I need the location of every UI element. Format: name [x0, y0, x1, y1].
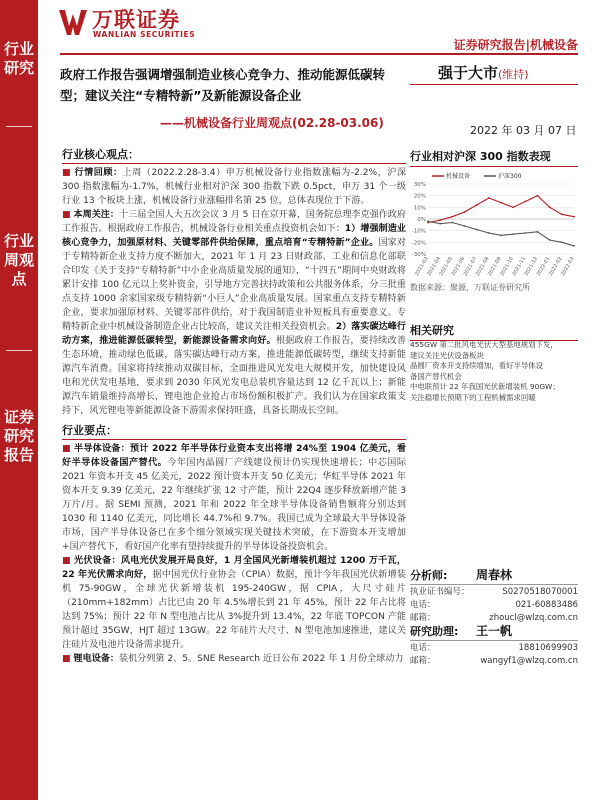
email-link[interactable]: wangyf1@wlzq.com.cn — [480, 656, 578, 666]
cert-number: S0270518070001 — [502, 587, 578, 597]
paragraph-bold-text: 1）增强制造业核心竞争力，加强原材料、关键零部件供给保障，重点培育“专精特新”企业。 — [62, 224, 406, 248]
phone-label: 电话： — [410, 643, 436, 653]
data-point — [451, 216, 453, 218]
paragraph-text: 装机分列第 2、5。SNE Research 近日公布 2022 年 1 月份全球动力 — [118, 654, 404, 664]
paragraph-market-review — [62, 166, 406, 208]
data-point — [488, 197, 490, 199]
data-point — [476, 229, 478, 231]
related-item[interactable]: 建议关注光伏设备板块 — [410, 350, 484, 360]
assistant-card — [410, 622, 578, 668]
related-item[interactable]: 晶圆厂资本开支持续增加，看好半导体设 — [410, 361, 544, 370]
phone-number: 18810699903 — [518, 643, 578, 653]
x-tick-label: 2021-03 — [414, 256, 430, 278]
paragraph-text: 据中国光伏行业协会（CPIA）数据，预计今年我国光伏新增装机 75-90GW，全球光伏新增装机 195-240GW，据 CPIA，大尺寸硅片（210mm+182mm）占比已由 20 年 4.5%增长到 21 年 45%，预计 22 年占比将达到 75%；预计 22 年 N 型电池占比从 3%提升到 13.4%，22 年底 TOPCON 产能预计超过 35GW，HJT 超过 13GW。22 年硅片大尺寸、N 型电池加速推进，建议关注硅片及电池片设备需求提升。 — [62, 570, 406, 650]
relative-performance-chart — [410, 170, 578, 280]
x-tick-label: 2021-07 — [462, 256, 479, 278]
y-tick-label: -10% — [411, 228, 426, 235]
paragraph-label: 行情回顾： — [74, 168, 123, 178]
chart-source: 数据来源：聚源，万联证券研究所 — [410, 283, 530, 292]
paragraph-text: 上周（2022.2.28-3.4）申万机械设备行业指数涨幅为-2.2%，沪深 300 指数涨幅为-1.7%，机械行业相对沪深 300 指数下跌 0.5pct，申万 31 个一级行业 13 个板块上涨，机械设备行业涨幅排名第 25 位，总体表现位于下游。 — [62, 168, 406, 206]
paragraph-text: 十三届全国人大五次会议 3 月 5 日在京开幕，国务院总理李克强作政府工作报告。根据政府工作报告，机械设备行业相关重点投资机会如下： — [62, 210, 406, 234]
assistant-label: 研究助理: — [410, 625, 459, 638]
paragraph-bold-text: 风电光伏发展开局良好，1 月全国风光新增装机超过 1200 万千瓦，22 年光伏需求向好， — [62, 556, 406, 580]
x-tick-label: 2021-10 — [499, 256, 515, 278]
x-tick-label: 2021-11 — [511, 256, 528, 278]
data-point — [488, 232, 490, 234]
data-point — [500, 202, 502, 204]
paragraph-label: 光伏设备： — [74, 556, 121, 566]
bullet-square-icon: ■ — [62, 168, 72, 178]
rating-divider — [410, 84, 578, 85]
analyst-phone-row — [410, 599, 578, 612]
data-point — [573, 216, 575, 218]
assistant-phone-row — [410, 642, 578, 655]
data-point — [537, 231, 539, 233]
paragraph-bold-text: 预计 2022 年半导体行业资本支出将增 24%至 1904 亿美元，看好半导体设备国产替代。 — [62, 444, 407, 468]
x-tick-label: 2021-05 — [438, 256, 455, 278]
data-point — [524, 201, 526, 203]
paragraph-text: 根据政府工作报告，要持续改善生态环境，推动绿色低碳，落实碳达峰行动方案，推进能源低碳转型，继续支持新能源汽车消费。国家将持续推动双碳目标，全面推进风光发电大规模开发，加快建设风电和光伏发电基地，要求到 2030 年风光发电总装机容量达到 12 亿千瓦以上；新能源汽车销量维持高增长，锂电池企业抢占市场份额积极扩产。我们认为在国家政策支持下，风光锂电等新能源设备下游需求保持旺盛，具备长期成长空间。 — [62, 336, 406, 416]
rating-value: 强于大市 — [438, 64, 499, 82]
x-tick-label: 2021-04 — [426, 256, 442, 278]
report-category: 证券研究报告|机械设备 — [453, 38, 578, 52]
paragraph-bold-text: 2）落实碳达峰行动方案，推进能源低碳转型，新能源设备需求向好。 — [62, 322, 406, 346]
main-text-column — [62, 146, 406, 666]
data-point — [524, 232, 526, 234]
wanlian-logo-icon — [58, 8, 88, 36]
section-heading-core-view: 行业核心观点： — [62, 146, 406, 164]
bullet-square-icon: ■ — [62, 556, 71, 566]
data-point — [500, 234, 502, 236]
analyst-header — [410, 566, 578, 585]
y-tick-label: -20% — [411, 240, 426, 247]
paragraph-label: 半导体设备： — [73, 444, 130, 454]
data-point — [549, 239, 551, 241]
y-tick-label: 30% — [413, 182, 426, 188]
y-tick-label: 0% — [417, 217, 426, 223]
y-tick-label: -30% — [411, 252, 426, 258]
legend-label: 沪深300 — [498, 173, 522, 180]
data-point — [451, 222, 453, 224]
data-point — [439, 223, 441, 225]
legend-label: 机械设备 — [446, 173, 471, 180]
sidebar-separator — [6, 350, 32, 351]
report-title: 政府工作报告强调增强制造业核心竞争力、推动能源低碳转型；建议关注“专精特新”及新能源设备企业 — [60, 67, 386, 103]
x-tick-label: 2021-09 — [487, 256, 503, 278]
chart-title: 行业相对沪深 300 指数表现 — [410, 148, 578, 167]
section-heading-key-points: 行业要点： — [62, 422, 406, 440]
bullet-square-icon: ■ — [62, 444, 71, 454]
x-tick-label: 2022-01 — [535, 256, 552, 278]
analyst-cert-row — [410, 586, 578, 599]
report-subtitle: ——机械设备行业周观点(02.28-03.06) — [160, 116, 384, 130]
data-point — [561, 241, 563, 243]
industry-rating — [438, 62, 529, 83]
paragraph-label: 锂电设备： — [73, 654, 119, 664]
related-item[interactable]: 中电联预计 22 年我国光伏新增装机 90GW； — [410, 382, 560, 391]
logo-name-cn: 万联证券 — [92, 7, 180, 32]
x-tick-label: 2021-12 — [523, 256, 540, 278]
sidebar-block-securities-report: 证券研究报告 — [3, 408, 34, 464]
paragraph-text: 国家对于专精特新企业支持力度不断加大，2021 年 1 月 23 日财政部、工业和信息化部联合印发《关于支持“专精特新”中小企业高质量发展的通知》，“十四五”期间中央财政将累计安排 100 亿元以上奖补资金，引导地方完善扶持政策和公共服务体系，分三批重点支持 1000 余家国家级专精特新“小巨人”企业高质量发展。国家重点支持专精特新企业，要求加强原材料、关键零部件供给，对于我国制造业补短板具有重要意义。专精特新企业中机械设备制造企业占比较高，建议关注相关投资机会。 — [62, 238, 406, 332]
analyst-name: 周春林 — [476, 568, 513, 582]
logo-name-en: WANLIAN SECURITIES — [93, 30, 196, 39]
bullet-square-icon: ■ — [62, 210, 71, 220]
related-item[interactable]: 455GW 第二批风电光伏大型基地规划下发， — [410, 340, 558, 349]
y-tick-label: 20% — [413, 193, 426, 200]
bullet-square-icon: ■ — [62, 654, 71, 664]
data-point — [427, 220, 429, 222]
analyst-card — [410, 566, 578, 625]
data-point — [512, 233, 514, 235]
sidebar-block-weekly-view: 行业周观点 — [3, 232, 34, 288]
data-point — [549, 206, 551, 208]
x-tick-label: 2022-02 — [547, 256, 564, 278]
phone-label: 电话： — [410, 600, 436, 610]
data-point — [476, 204, 478, 206]
analyst-label: 分析师: — [410, 569, 448, 582]
data-point — [573, 245, 575, 247]
sidebar-separator — [6, 126, 32, 127]
data-point — [464, 225, 466, 227]
paragraph-semiconductor — [62, 442, 406, 554]
email-label: 邮箱： — [410, 656, 436, 666]
phone-number: 021-60883486 — [515, 600, 578, 610]
email-link[interactable]: zhoucl@wlzq.com.cn — [489, 613, 578, 623]
left-sidebar-band — [0, 0, 38, 800]
assistant-name: 王一帆 — [476, 624, 513, 638]
paragraph-text: 今年国内晶圆厂产线建设预计仍实现快速增长；中芯国际 2021 年资本开支 45 亿美元，2022 预计资本开支 50 亿美元；华虹半导体 2021 年资本开支 9.39 亿美元，22 年继续扩张 12 寸产能，预计 22Q4 逐步释放新增产能 3 万片/月。据 SEMI 预测，2021 年和 2022 年全球半导体设备销售额将分别达到 1030 和 1140 亿美元，同比增长 44.7%和 9.7%。我国已成为全球最大半导体设备市场，国产半导体设备已在多个细分领域实现关键技术突破，在下游资本开支增加+国产替代下，看好国产化率有望持续提升的半导体设备投资机会。 — [62, 458, 406, 552]
related-item[interactable]: 关注稳增长预期下的工程机械需求回暖 — [410, 392, 536, 402]
report-date: 2022 年 03 月 07 日 — [470, 124, 577, 137]
data-point — [464, 211, 466, 213]
x-tick-label: 2022-03 — [560, 256, 576, 278]
data-point — [439, 219, 441, 221]
x-tick-label: 2021-06 — [450, 256, 467, 278]
related-item[interactable]: 备国产替代机会 — [410, 371, 462, 381]
data-point — [561, 213, 563, 215]
data-point — [512, 206, 514, 208]
paragraph-lithium — [62, 652, 406, 666]
sidebar-block-industry-research: 行业研究 — [3, 40, 34, 77]
y-tick-label: 10% — [413, 205, 426, 212]
paragraph-label: 本周关注： — [73, 210, 120, 220]
email-label: 邮箱： — [410, 613, 436, 623]
paragraph-photovoltaic — [62, 554, 406, 652]
assistant-header — [410, 622, 578, 641]
series-line — [428, 196, 574, 223]
rating-note: (维持) — [498, 68, 529, 81]
data-point — [537, 195, 539, 197]
paragraph-weekly-focus — [62, 208, 406, 418]
header-divider — [60, 53, 578, 55]
assistant-email-row — [410, 655, 578, 668]
related-research-list — [410, 340, 578, 403]
related-research-title: 相关研究 — [410, 322, 578, 341]
x-tick-label: 2021-08 — [474, 256, 491, 278]
cert-label: 执业证书编号： — [410, 587, 470, 597]
